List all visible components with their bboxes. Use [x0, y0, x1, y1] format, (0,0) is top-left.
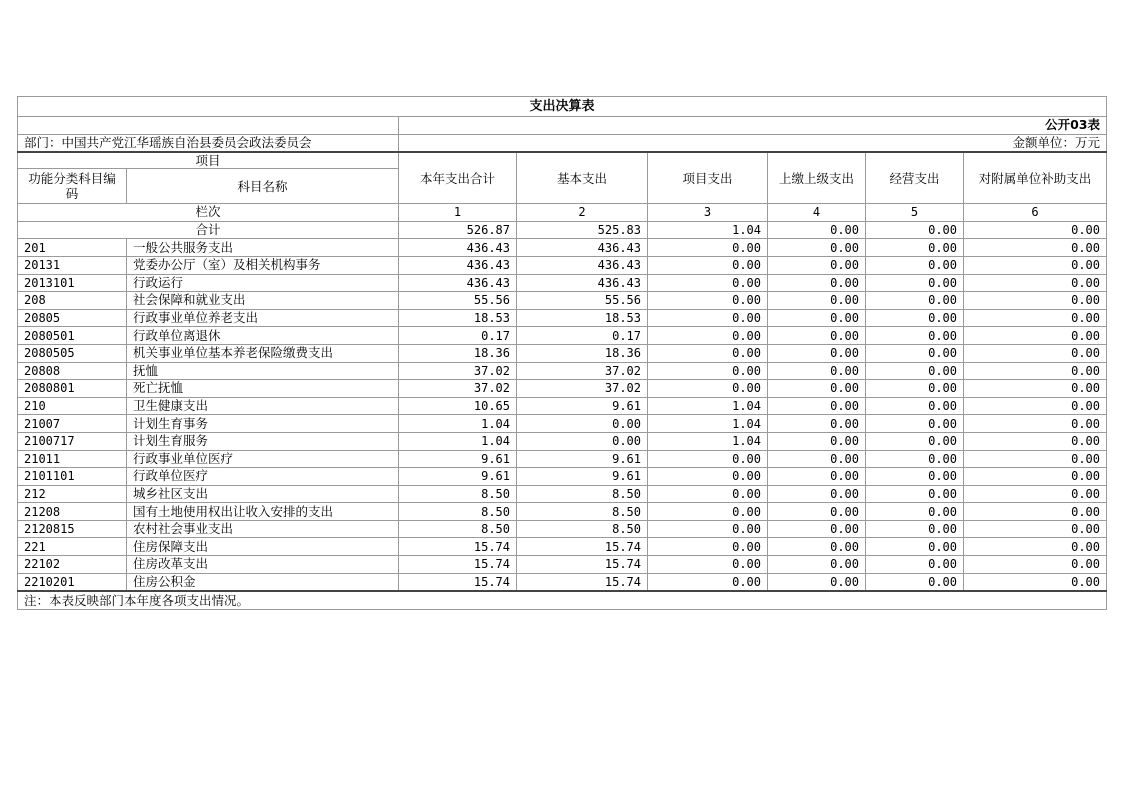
table-note: 注：本表反映部门本年度各项支出情况。 [18, 591, 1107, 609]
expenditure-sheet [17, 96, 1106, 610]
row-name: 住房保障支出 [127, 538, 399, 556]
table-row [18, 344, 1107, 362]
header-upper: 上缴上级支出 [768, 152, 866, 204]
row-value: 0.00 [768, 274, 866, 292]
row-value: 0.00 [964, 468, 1107, 486]
column-number: 4 [768, 204, 866, 222]
row-value: 37.02 [517, 362, 648, 380]
table-row [18, 485, 1107, 503]
row-value: 436.43 [517, 256, 648, 274]
row-value: 15.74 [399, 538, 517, 556]
total-value: 0.00 [768, 221, 866, 239]
header-item: 项目 [18, 152, 399, 169]
row-value: 0.00 [964, 503, 1107, 521]
row-value: 436.43 [399, 256, 517, 274]
row-value: 0.00 [517, 432, 648, 450]
row-value: 8.50 [517, 503, 648, 521]
row-value: 15.74 [517, 573, 648, 591]
row-code: 201 [18, 239, 127, 257]
row-value: 0.00 [964, 344, 1107, 362]
total-value: 0.00 [866, 221, 964, 239]
row-value: 10.65 [399, 397, 517, 415]
row-name: 行政事业单位医疗 [127, 450, 399, 468]
row-name: 机关事业单位基本养老保险缴费支出 [127, 344, 399, 362]
table-row [18, 292, 1107, 310]
row-value: 0.00 [768, 432, 866, 450]
row-value: 436.43 [517, 274, 648, 292]
row-value: 0.00 [866, 432, 964, 450]
row-name: 一般公共服务支出 [127, 239, 399, 257]
row-value: 0.00 [866, 556, 964, 574]
table-row [18, 256, 1107, 274]
row-value: 0.00 [648, 485, 768, 503]
row-value: 0.00 [866, 380, 964, 398]
column-number: 1 [399, 204, 517, 222]
row-code: 21007 [18, 415, 127, 433]
column-number: 6 [964, 204, 1107, 222]
row-value: 0.00 [648, 380, 768, 398]
row-name: 农村社会事业支出 [127, 520, 399, 538]
header-subsidy: 对附属单位补助支出 [964, 152, 1107, 204]
row-value: 0.00 [648, 309, 768, 327]
department-name: 部门：中国共产党江华瑶族自治县委员会政法委员会 [18, 134, 399, 152]
column-label: 栏次 [18, 204, 399, 222]
header-basic: 基本支出 [517, 152, 648, 204]
department-row [18, 134, 1107, 152]
table-row [18, 309, 1107, 327]
row-code: 2013101 [18, 274, 127, 292]
row-name: 城乡社区支出 [127, 485, 399, 503]
row-value: 18.53 [399, 309, 517, 327]
row-value: 37.02 [399, 380, 517, 398]
row-value: 0.00 [964, 485, 1107, 503]
row-value: 0.00 [866, 344, 964, 362]
row-value: 18.36 [399, 344, 517, 362]
column-number-row [18, 204, 1107, 222]
row-code: 21011 [18, 450, 127, 468]
table-row [18, 556, 1107, 574]
note-row [18, 591, 1107, 609]
row-value: 0.00 [866, 397, 964, 415]
table-title: 支出决算表 [18, 97, 1107, 117]
header-code: 功能分类科目编码 [18, 169, 127, 204]
table-row [18, 274, 1107, 292]
row-value: 15.74 [517, 538, 648, 556]
row-name: 卫生健康支出 [127, 397, 399, 415]
row-value: 0.00 [866, 415, 964, 433]
row-value: 9.61 [517, 468, 648, 486]
row-code: 210 [18, 397, 127, 415]
row-value: 0.00 [964, 274, 1107, 292]
table-row [18, 415, 1107, 433]
table-row [18, 468, 1107, 486]
row-code: 21208 [18, 503, 127, 521]
row-code: 221 [18, 538, 127, 556]
row-name: 抚恤 [127, 362, 399, 380]
row-value: 55.56 [399, 292, 517, 310]
table-row [18, 520, 1107, 538]
row-value: 0.00 [964, 538, 1107, 556]
row-value: 0.00 [964, 450, 1107, 468]
row-value: 0.00 [866, 292, 964, 310]
row-name: 国有土地使用权出让收入安排的支出 [127, 503, 399, 521]
row-code: 212 [18, 485, 127, 503]
row-value: 0.00 [768, 538, 866, 556]
row-value: 0.00 [964, 327, 1107, 345]
table-row [18, 573, 1107, 591]
form-number-row [18, 117, 1107, 135]
row-code: 2100717 [18, 432, 127, 450]
row-value: 0.00 [768, 327, 866, 345]
table-row [18, 503, 1107, 521]
header-business: 经营支出 [866, 152, 964, 204]
row-value: 0.00 [866, 538, 964, 556]
row-code: 2080505 [18, 344, 127, 362]
row-value: 0.00 [648, 556, 768, 574]
table-row [18, 538, 1107, 556]
row-value: 0.00 [648, 520, 768, 538]
row-code: 2080501 [18, 327, 127, 345]
row-value: 8.50 [399, 520, 517, 538]
row-value: 8.50 [399, 485, 517, 503]
row-code: 2120815 [18, 520, 127, 538]
row-value: 8.50 [399, 503, 517, 521]
row-value: 0.00 [964, 520, 1107, 538]
row-value: 0.00 [768, 520, 866, 538]
total-value: 525.83 [517, 221, 648, 239]
row-code: 20808 [18, 362, 127, 380]
row-value: 0.00 [964, 239, 1107, 257]
table-row [18, 432, 1107, 450]
row-value: 0.00 [768, 450, 866, 468]
total-row [18, 221, 1107, 239]
row-value: 0.00 [768, 344, 866, 362]
row-value: 0.00 [866, 327, 964, 345]
row-value: 0.00 [648, 362, 768, 380]
header-total: 本年支出合计 [399, 152, 517, 204]
table-row [18, 239, 1107, 257]
row-value: 8.50 [517, 485, 648, 503]
amount-unit: 金额单位：万元 [399, 134, 1107, 152]
row-value: 436.43 [399, 274, 517, 292]
row-value: 18.53 [517, 309, 648, 327]
total-label: 合计 [18, 221, 399, 239]
table-row [18, 327, 1107, 345]
row-value: 0.00 [768, 468, 866, 486]
header-project: 项目支出 [648, 152, 768, 204]
row-code: 22102 [18, 556, 127, 574]
row-code: 2210201 [18, 573, 127, 591]
header-row-1 [18, 152, 1107, 169]
row-value: 1.04 [648, 397, 768, 415]
row-value: 436.43 [517, 239, 648, 257]
row-value: 0.00 [768, 380, 866, 398]
row-value: 0.00 [866, 485, 964, 503]
row-value: 0.00 [648, 468, 768, 486]
row-value: 1.04 [648, 415, 768, 433]
form-number: 公开03表 [399, 117, 1107, 135]
row-code: 20805 [18, 309, 127, 327]
row-value: 0.00 [964, 362, 1107, 380]
row-name: 行政单位离退休 [127, 327, 399, 345]
row-value: 0.00 [964, 309, 1107, 327]
row-value: 0.00 [964, 573, 1107, 591]
row-name: 住房改革支出 [127, 556, 399, 574]
row-value: 0.00 [648, 256, 768, 274]
row-value: 0.00 [768, 397, 866, 415]
row-value: 0.00 [648, 503, 768, 521]
row-value: 0.00 [768, 503, 866, 521]
row-value: 0.00 [648, 538, 768, 556]
row-value: 0.00 [648, 344, 768, 362]
row-value: 37.02 [399, 362, 517, 380]
table-row [18, 362, 1107, 380]
row-name: 死亡抚恤 [127, 380, 399, 398]
row-value: 0.00 [648, 292, 768, 310]
row-value: 0.00 [768, 556, 866, 574]
row-name: 行政单位医疗 [127, 468, 399, 486]
row-value: 0.00 [648, 239, 768, 257]
row-name: 行政事业单位养老支出 [127, 309, 399, 327]
row-code: 2101101 [18, 468, 127, 486]
row-code: 2080801 [18, 380, 127, 398]
row-name: 党委办公厅（室）及相关机构事务 [127, 256, 399, 274]
row-value: 15.74 [399, 556, 517, 574]
row-value: 0.00 [648, 327, 768, 345]
row-value: 0.00 [648, 450, 768, 468]
row-value: 0.00 [964, 380, 1107, 398]
row-value: 0.00 [964, 397, 1107, 415]
row-value: 0.00 [648, 573, 768, 591]
row-code: 208 [18, 292, 127, 310]
row-value: 0.00 [866, 468, 964, 486]
header-name: 科目名称 [127, 169, 399, 204]
row-value: 0.00 [768, 239, 866, 257]
column-number: 5 [866, 204, 964, 222]
row-value: 0.00 [866, 274, 964, 292]
table-row [18, 450, 1107, 468]
row-value: 9.61 [399, 450, 517, 468]
row-value: 9.61 [517, 450, 648, 468]
row-value: 0.00 [964, 256, 1107, 274]
column-number: 2 [517, 204, 648, 222]
table-row [18, 380, 1107, 398]
row-value: 0.00 [866, 362, 964, 380]
row-value: 0.00 [866, 573, 964, 591]
row-value: 0.00 [768, 415, 866, 433]
row-value: 0.00 [768, 573, 866, 591]
row-value: 0.00 [768, 309, 866, 327]
row-value: 0.00 [648, 274, 768, 292]
column-number: 3 [648, 204, 768, 222]
row-value: 0.00 [768, 256, 866, 274]
row-value: 0.17 [399, 327, 517, 345]
row-value: 15.74 [399, 573, 517, 591]
total-value: 526.87 [399, 221, 517, 239]
row-value: 0.00 [964, 292, 1107, 310]
row-value: 8.50 [517, 520, 648, 538]
row-name: 住房公积金 [127, 573, 399, 591]
row-value: 436.43 [399, 239, 517, 257]
row-value: 0.00 [866, 256, 964, 274]
row-value: 1.04 [399, 432, 517, 450]
row-value: 0.17 [517, 327, 648, 345]
title-row [18, 97, 1107, 117]
row-name: 计划生育服务 [127, 432, 399, 450]
row-value: 1.04 [399, 415, 517, 433]
total-value: 0.00 [964, 221, 1107, 239]
row-value: 18.36 [517, 344, 648, 362]
row-value: 0.00 [768, 362, 866, 380]
row-value: 1.04 [648, 432, 768, 450]
row-value: 0.00 [866, 503, 964, 521]
row-name: 社会保障和就业支出 [127, 292, 399, 310]
table-row [18, 397, 1107, 415]
row-value: 0.00 [866, 520, 964, 538]
row-value: 0.00 [866, 309, 964, 327]
row-value: 0.00 [964, 432, 1107, 450]
row-value: 37.02 [517, 380, 648, 398]
row-code: 20131 [18, 256, 127, 274]
row-value: 0.00 [964, 415, 1107, 433]
row-value: 0.00 [866, 239, 964, 257]
row-value: 0.00 [517, 415, 648, 433]
row-value: 0.00 [768, 292, 866, 310]
row-value: 9.61 [399, 468, 517, 486]
row-name: 计划生育事务 [127, 415, 399, 433]
row-value: 15.74 [517, 556, 648, 574]
total-value: 1.04 [648, 221, 768, 239]
row-value: 55.56 [517, 292, 648, 310]
expenditure-table [17, 96, 1107, 610]
row-value: 9.61 [517, 397, 648, 415]
row-value: 0.00 [866, 450, 964, 468]
row-value: 0.00 [964, 556, 1107, 574]
row-value: 0.00 [768, 485, 866, 503]
row-name: 行政运行 [127, 274, 399, 292]
